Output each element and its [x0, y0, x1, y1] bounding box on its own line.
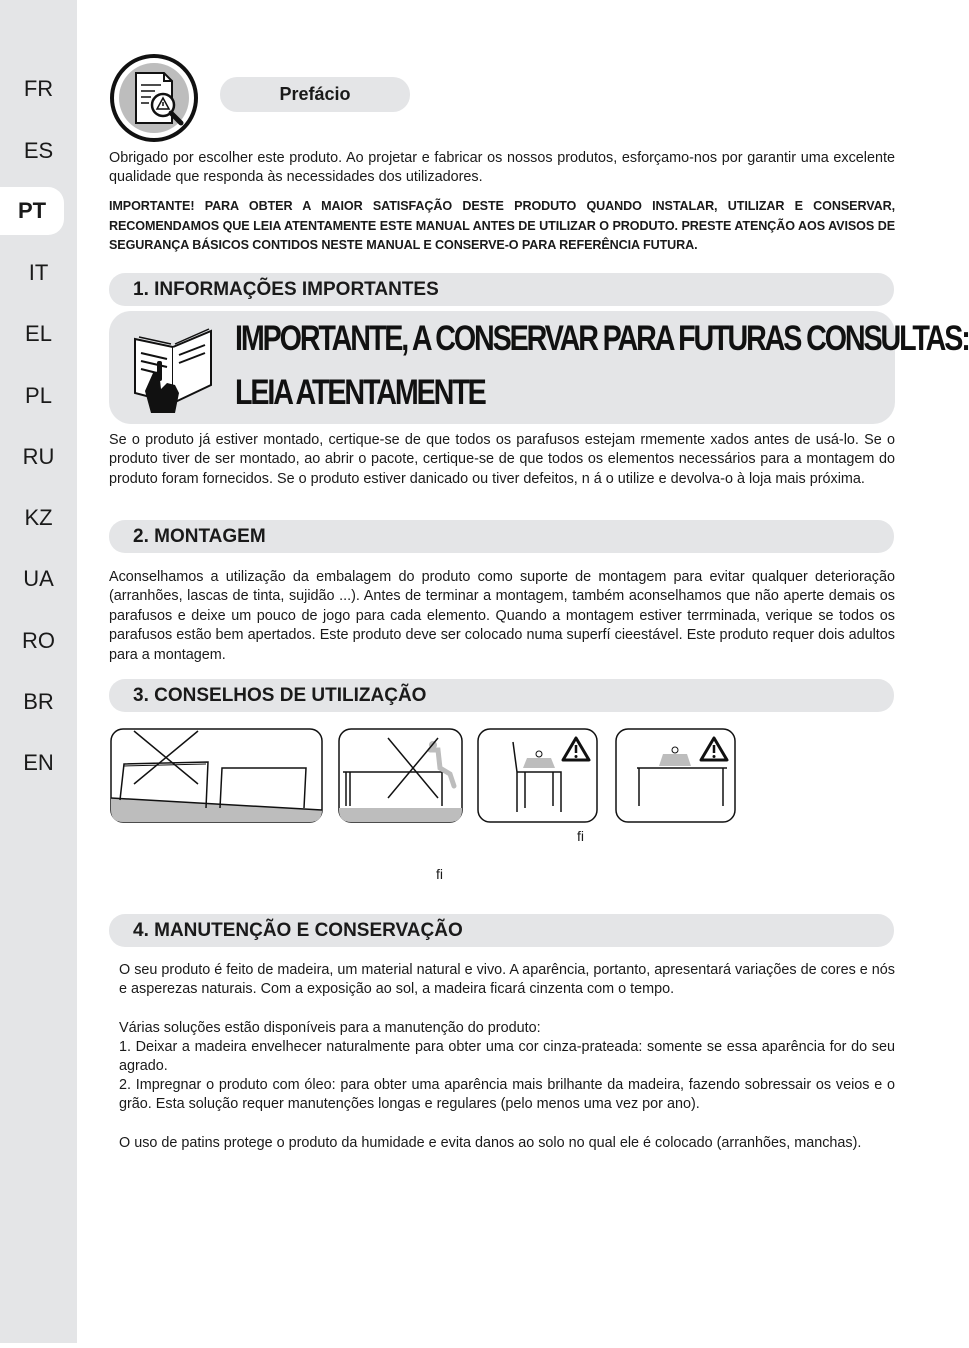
- preface-intro: Obrigado por escolher este produto. Ao projetar e fabricar os nossos produtos, esforçamo-nos por garantir uma excelente qualidade que responda às necessidades dos utilizadores.: [109, 150, 895, 186]
- lang-tab-en[interactable]: EN: [23, 750, 54, 775]
- important-banner-line-2: LEIA ATENTAMENTE: [235, 373, 485, 412]
- section-4-list-item-2: 2. Impregnar o produto com óleo: para obter uma aparência mais brilhante da madeira, fazendo sobressair os veios e o grão. Esta solução requer manutenções longas e regulares (pelo menos uma vez por ano).: [119, 1077, 895, 1113]
- lang-tab-it[interactable]: IT: [28, 260, 49, 285]
- lang-tab-ru[interactable]: RU: [22, 444, 55, 469]
- lang-tab-el[interactable]: EL: [25, 321, 52, 346]
- lang-tab-fr[interactable]: FR: [23, 76, 54, 101]
- lang-tab-pl[interactable]: PL: [25, 383, 52, 408]
- document-warning-magnifier-icon: [109, 53, 199, 143]
- stray-ligature-2: ﬁ: [436, 866, 443, 882]
- section-2-title: 2. MONTAGEM: [109, 520, 894, 553]
- table-on-slope-crossed-icon: [110, 728, 323, 823]
- hot-pot-on-table-warning-icon: [615, 728, 736, 823]
- section-3-title: 3. CONSELHOS DE UTILIZAÇÃO: [109, 679, 894, 712]
- lang-tab-pt[interactable]: PT: [0, 187, 64, 235]
- section-4-paragraph-3: O uso de patins protege o produto da humidade e evita danos ao solo no qual ele é colocado (arranhões, manchas).: [119, 1135, 862, 1151]
- lang-tab-ua[interactable]: UA: [23, 566, 54, 591]
- stray-ligature-1: ﬁ: [577, 828, 584, 844]
- section-4-title: 4. MANUTENÇÃO E CONSERVAÇÃO: [109, 914, 894, 947]
- lang-tab-kz[interactable]: KZ: [24, 505, 53, 530]
- lang-tab-es[interactable]: ES: [23, 138, 54, 163]
- hand-reading-manual-icon: [131, 321, 221, 416]
- lang-tab-br[interactable]: BR: [23, 689, 54, 714]
- section-4-paragraph-1: O seu produto é feito de madeira, um material natural e vivo. A aparência, portanto, apresentará variações de cores e nós e asperezas naturais. Com a exposição ao sol, a madeira ficará cinzenta com o tempo.: [119, 962, 895, 998]
- lang-tab-ro[interactable]: RO: [22, 628, 55, 653]
- hot-pot-on-chair-warning-icon: [477, 728, 598, 823]
- person-sitting-on-table-crossed-icon: [338, 728, 463, 823]
- section-1-title: 1. INFORMAÇÕES IMPORTANTES: [109, 273, 894, 306]
- section-1-text: Se o produto já estiver montado, certique-se de que todos os parafusos estejam rmemente xados antes de usá-lo. Se o produto tiver de ser montado, ao abrir o pacote, certique-se de que todos os elementos necessários para a montagem do produto foram fornecidos. Se o produto estiver danicado ou tiver defeitos, n á o utilize e devolva-o à loja mais próxima.: [109, 432, 895, 487]
- section-2-text: Aconselhamos a utilização da embalagem do produto como suporte de montagem para evitar qualquer deterioração (arranhões, lascas de tinta, sujidão ...). Antes de terminar a montagem, também aconselhamos que não aperte demais os parafusos e deixe um pouco de jogo para cada elemento. Quando a montagem estiver terrminada, verique se todos os parafusos estão bem apertados. Este produto deve ser colocado numa superfí cieestável. Este produto requer dois adultos para a montagem.: [109, 569, 895, 663]
- section-4-list-item-1: 1. Deixar a madeira envelhecer naturalmente para obter uma cor cinza-prateada: somente se essa aparência for do seu agrado.: [119, 1039, 895, 1075]
- important-banner-line-1: IMPORTANTE, A CONSERVAR PARA FUTURAS CONSULTAS:: [235, 319, 969, 358]
- preface-title: Prefácio: [220, 77, 410, 112]
- section-4-list-intro: Várias soluções estão disponíveis para a manutenção do produto:: [119, 1020, 541, 1036]
- important-banner: [109, 311, 969, 424]
- preface-warning: IMPORTANTE! PARA OBTER A MAIOR SATISFAÇÃO DESTE PRODUTO QUANDO INSTALAR, UTILIZAR E CONSERVAR, RECOMENDAMOS QUE LEIA ATENTAMENTE ESTE MANUAL ANTES DE UTILIZAR O PRODUTO. PRESTE ATENÇÃO AOS AVISOS DE SEGURANÇA BÁSICOS CONTIDOS NESTE MANUAL E CONSERVE-O PARA REFERÊNCIA FUTURA.: [109, 199, 895, 253]
